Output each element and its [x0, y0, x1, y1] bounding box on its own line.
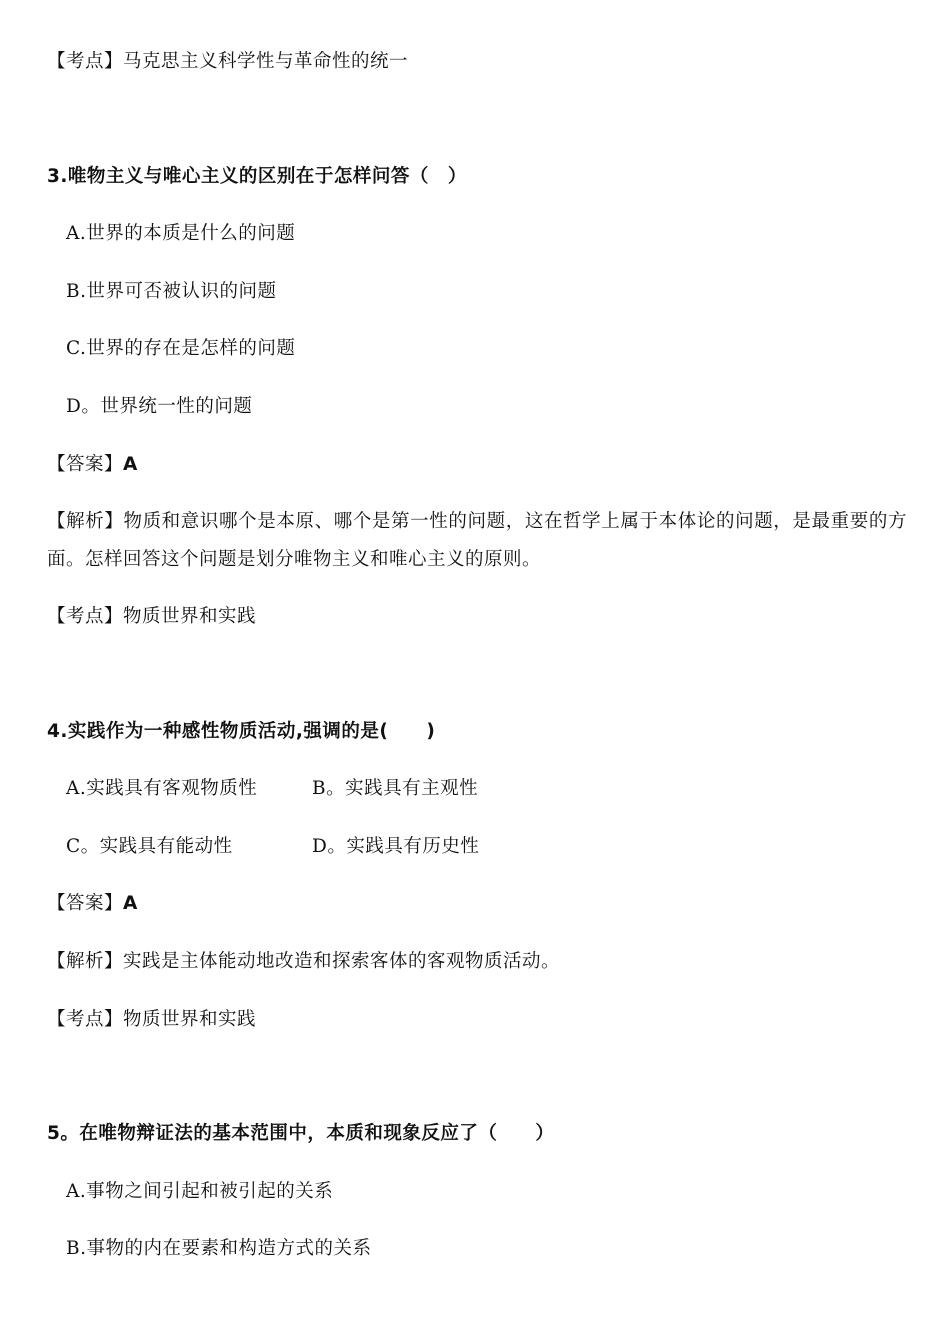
question-3-answer: [47, 452, 138, 478]
question-3-option-a: A.世界的本质是什么的问题: [66, 223, 296, 244]
question-3-option-c: C.世界的存在是怎样的问题: [66, 338, 296, 359]
question-4-option-d: D。实践具有历史性: [312, 836, 480, 857]
answer-label: 【答案】: [47, 454, 124, 475]
question-3-stem: 3.唯物主义与唯心主义的区别在于怎样问答（ ）: [47, 166, 467, 187]
question-4-explanation: 【解析】实践是主体能动地改造和探索客体的客观物质活动。: [47, 951, 561, 972]
question-5-stem: 5。在唯物辩证法的基本范围中，本质和现象反应了（ ）: [47, 1123, 555, 1144]
question-3-option-b: B.世界可否被认识的问题: [66, 281, 277, 302]
kaodian-line: 【考点】马克思主义科学性与革命性的统一: [47, 51, 409, 72]
question-4-kaodian: 【考点】物质世界和实践: [47, 1009, 257, 1030]
question-4-option-row-1: [66, 776, 257, 802]
question-3-explanation: 【解析】物质和意识哪个是本原、哪个是第一性的问题，这在哲学上属于本体论的问题，是最重要的方面。怎样回答这个问题是划分唯物主义和唯心主义的原则。: [47, 511, 907, 570]
question-4-option-c: C。实践具有能动性: [66, 836, 233, 857]
question-4-option-a: A.实践具有客观物质性: [66, 778, 258, 799]
question-4-option-b: B。实践具有主观性: [312, 778, 479, 799]
question-3-option-d: D。世界统一性的问题: [66, 396, 253, 417]
answer-label: 【答案】: [47, 893, 124, 914]
question-5-option-a: A.事物之间引起和被引起的关系: [66, 1181, 334, 1202]
question-5-option-b: B.事物的内在要素和构造方式的关系: [66, 1238, 372, 1259]
question-3-kaodian: 【考点】物质世界和实践: [47, 606, 257, 627]
answer-value: A: [123, 893, 138, 914]
question-4-stem: 4.实践作为一种感性物质活动,强调的是( ): [47, 721, 436, 742]
question-4-answer: [47, 891, 138, 917]
answer-value: A: [123, 454, 138, 475]
